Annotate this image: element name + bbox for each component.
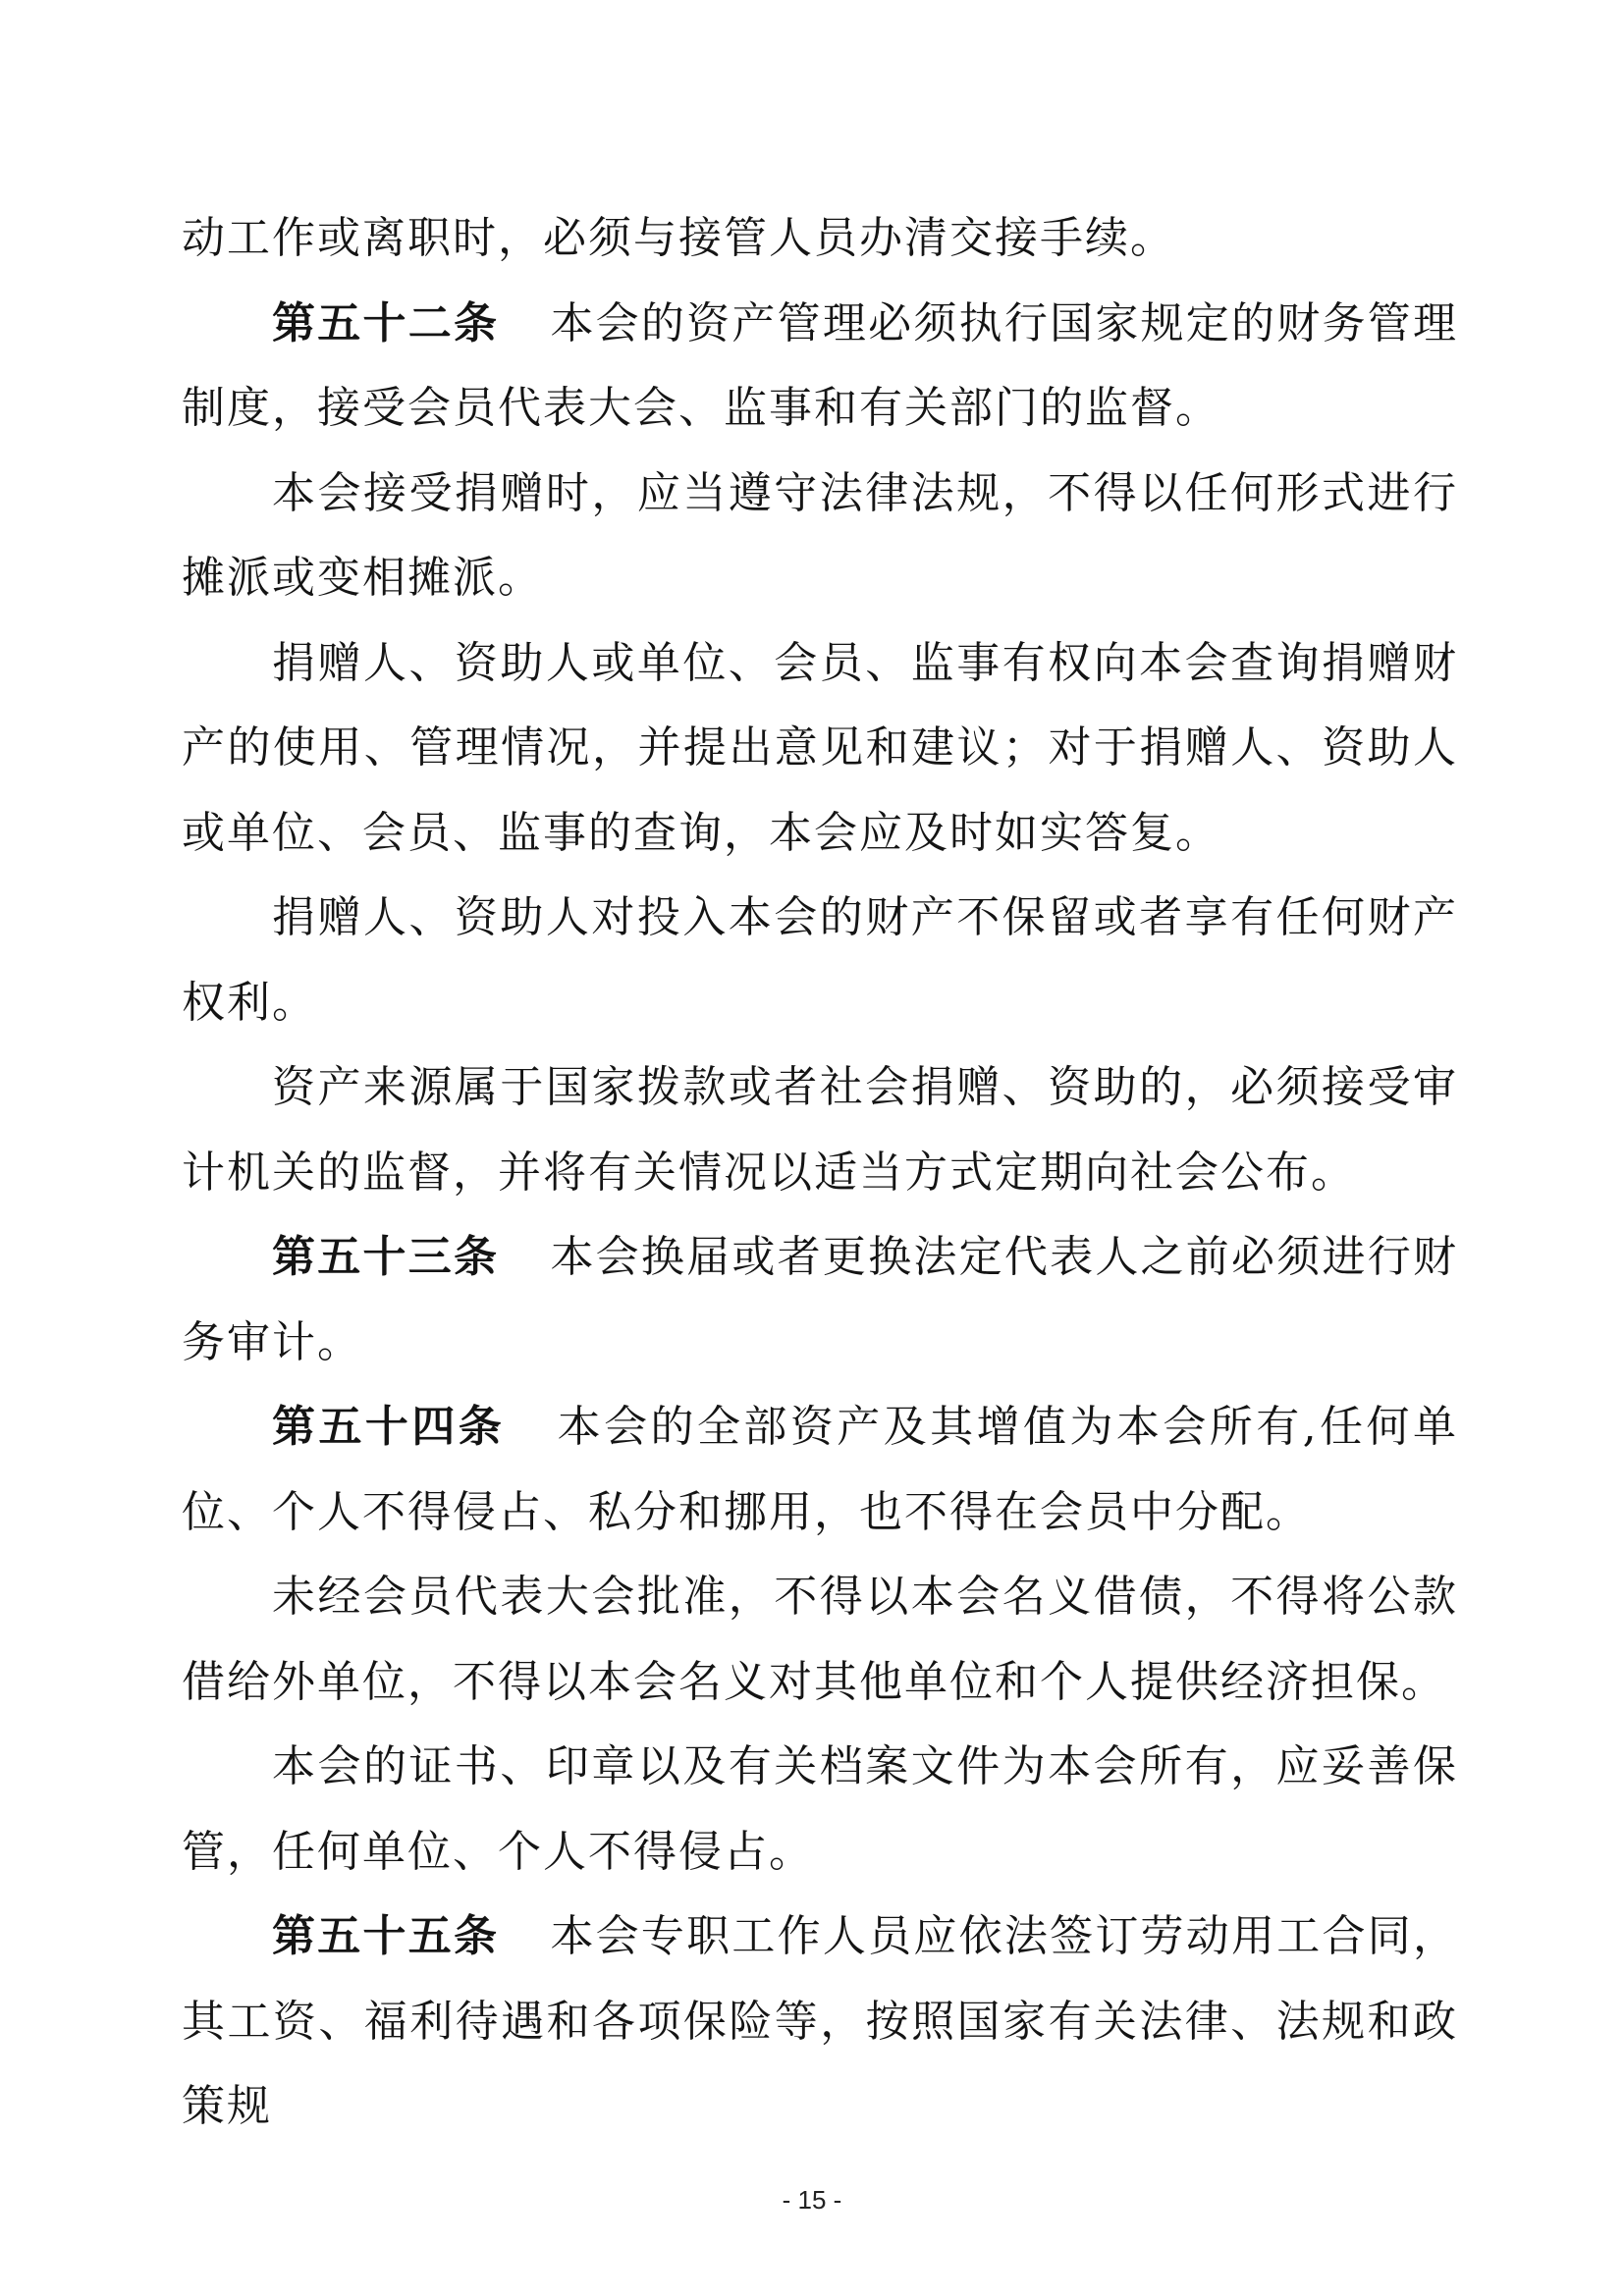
paragraph-text: 本会的证书、印章以及有关档案文件为本会所有，应妥善保管，任何单位、个人不得侵占。: [182, 1741, 1458, 1877]
article-52: [182, 282, 1458, 452]
paragraph-text: 捐赠人、资助人对投入本会的财产不保留或者享有任何财产权利。: [182, 892, 1458, 1028]
paragraph-continuation: [182, 196, 1458, 282]
paragraph: [182, 621, 1458, 877]
paragraph-text: 捐赠人、资助人或单位、会员、监事有权向本会查询捐赠财产的使用、管理情况，并提出意见和建议；对于捐赠人、资助人或单位、会员、监事的查询，本会应及时如实答复。: [182, 637, 1458, 858]
paragraph: [182, 1555, 1458, 1725]
article-55: [182, 1895, 1458, 2150]
paragraph: [182, 1725, 1458, 1895]
page-number: - 15 -: [782, 2185, 842, 2215]
article-text: 本会专职工作人员应依法签订劳动用工合同，其工资、福利待遇和各项保险等，按照国家有关法律、法规和政策规: [182, 1911, 1459, 2131]
article-54: [182, 1385, 1458, 1555]
article-53: [182, 1215, 1458, 1385]
paragraph: [182, 1045, 1458, 1215]
paragraph-text: 动工作或离职时，必须与接管人员办清交接手续。: [182, 213, 1175, 263]
paragraph-text: 本会接受捐赠时，应当遵守法律法规，不得以任何形式进行摊派或变相摊派。: [182, 467, 1458, 603]
paragraph-text: 未经会员代表大会批准，不得以本会名义借债，不得将公款借给外单位，不得以本会名义对其他单位和个人提供经济担保。: [182, 1572, 1458, 1707]
paragraph: [182, 452, 1458, 621]
article-title: 第五十四条: [272, 1402, 506, 1452]
article-text: 本会的全部资产及其增值为本会所有,任何单位、个人不得侵占、私分和挪用，也不得在会员中分配。: [182, 1402, 1458, 1537]
article-text: 本会换届或者更换法定代表人之前必须进行财务审计。: [182, 1232, 1459, 1367]
article-title: 第五十五条: [272, 1911, 500, 1961]
article-title: 第五十二条: [272, 297, 500, 348]
article-title: 第五十三条: [272, 1232, 500, 1282]
paragraph-text: 资产来源属于国家拨款或者社会捐赠、资助的，必须接受审计机关的监督，并将有关情况以适当方式定期向社会公布。: [182, 1062, 1458, 1198]
paragraph: [182, 876, 1458, 1045]
document-body: [182, 196, 1458, 2150]
article-text: 本会的资产管理必须执行国家规定的财务管理制度，接受会员代表大会、监事和有关部门的监督。: [182, 297, 1459, 433]
